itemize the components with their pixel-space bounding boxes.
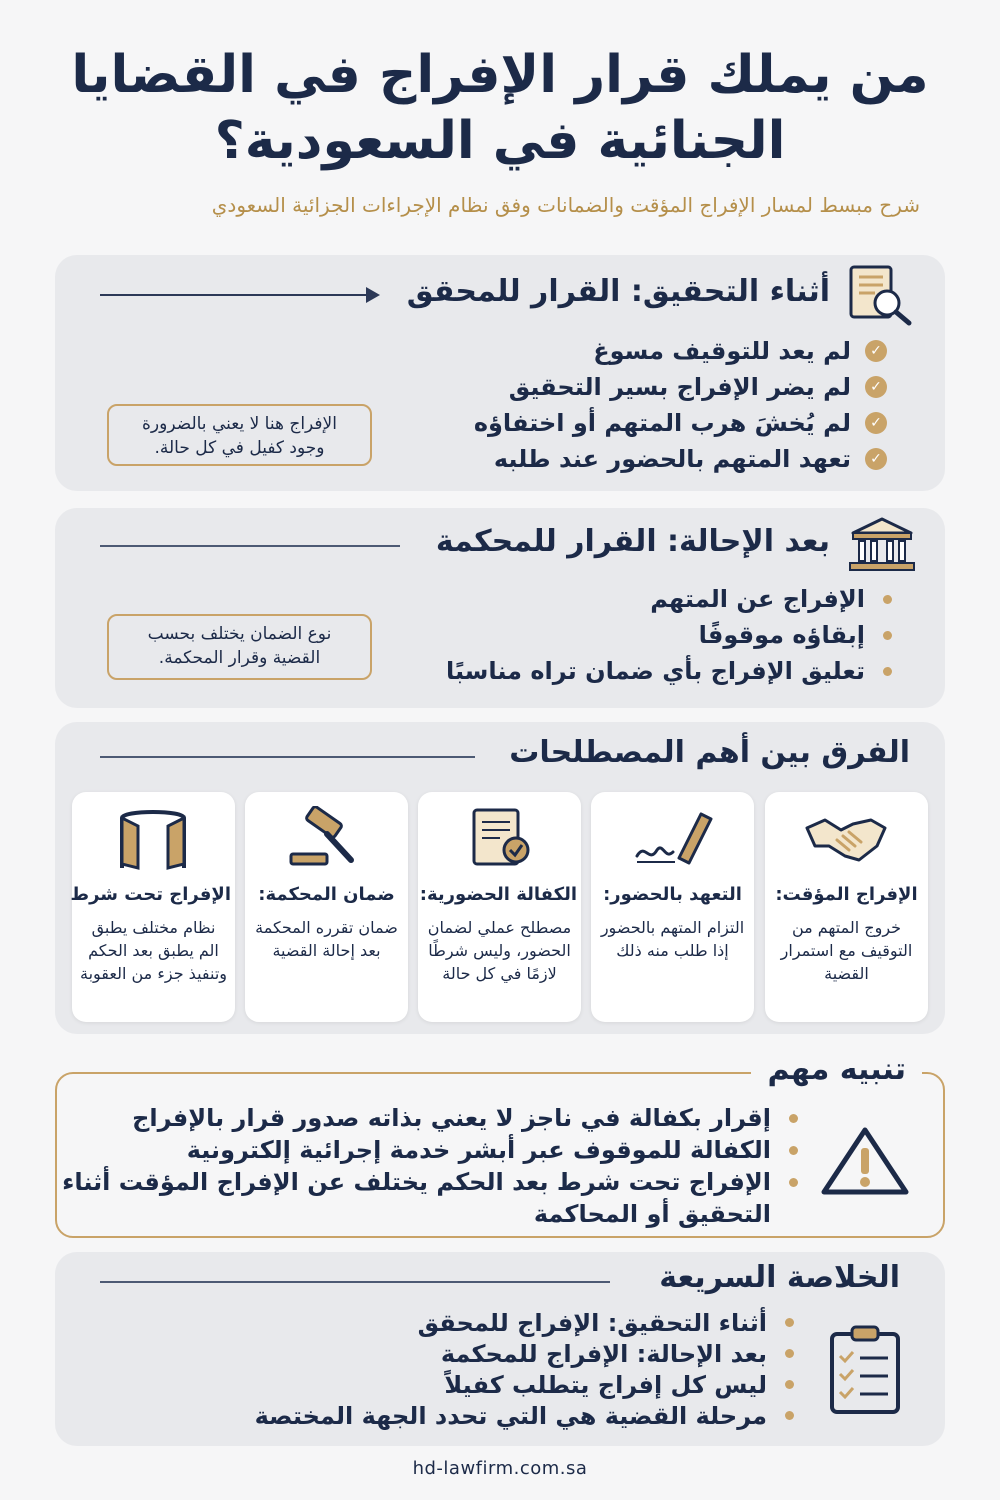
bullet-dot (883, 667, 892, 676)
investigation-note: الإفراج هنا لا يعني بالضرورة وجود كفيل في كل حالة. (107, 404, 372, 466)
divider-line (100, 1281, 610, 1283)
list-item-continuation: التحقيق أو المحاكمة (533, 1200, 771, 1228)
title-line-1: من يملك قرار الإفراج في القضايا (71, 45, 929, 105)
term-card-attendance-pledge: التعهد بالحضور: التزام المتهم بالحضور إذا طلب منه ذلك (591, 792, 754, 1022)
check-icon: ✓ (865, 376, 887, 398)
bullet-dot (789, 1146, 798, 1155)
list-item: الإفراج عن المتهم (446, 581, 892, 617)
signature-pen-icon (627, 806, 717, 870)
check-icon: ✓ (865, 448, 887, 470)
document-magnifier-icon (845, 263, 917, 327)
list-item: إقرار بكفالة في ناجز لا يعني بذاته صدور قرار بالإفراج (62, 1102, 798, 1134)
referral-title: بعد الإحالة: القرار للمحكمة (435, 524, 830, 559)
list-item: الإفراج تحت شرط بعد الحكم يختلف عن الإفراج المؤقت أثناء (62, 1166, 798, 1198)
summary-list (255, 1307, 794, 1431)
referral-note: نوع الضمان يختلف بحسب القضية وقرار المحكمة. (107, 614, 372, 680)
bullet-dot (883, 631, 892, 640)
bullet-dot (785, 1349, 794, 1358)
gavel-icon (281, 806, 371, 870)
term-card-attendance-bail: الكفالة الحضورية: مصطلح عملي لضمان الحضور، وليس شرطًا لازمًا في كل حالة (418, 792, 581, 1022)
courthouse-icon (847, 515, 917, 573)
check-icon: ✓ (865, 412, 887, 434)
warning-triangle-icon (820, 1126, 910, 1196)
bullet-dot (785, 1380, 794, 1389)
investigation-list (474, 333, 887, 477)
alert-list (62, 1102, 798, 1230)
term-card-temporary-release: الإفراج المؤقت: خروج المتهم من التوقيف مع استمرار القضية (765, 792, 928, 1022)
bullet-dot (789, 1178, 798, 1187)
footer-website[interactable]: hd-lawfirm.com.sa (412, 1458, 588, 1479)
summary-title: الخلاصة السريعة (659, 1260, 900, 1295)
open-gate-icon (108, 806, 198, 870)
terms-title: الفرق بين أهم المصطلحات (509, 735, 910, 770)
title-line-2: الجنائية في السعودية؟ (214, 111, 786, 171)
list-item: ✓ تعهد المتهم بالحضور عند طلبه (474, 441, 887, 477)
list-item: إبقاؤه موقوفًا (446, 617, 892, 653)
bullet-dot (883, 595, 892, 604)
divider-line (100, 756, 475, 758)
page-subtitle: شرح مبسط لمسار الإفراج المؤقت والضمانات وفق نظام الإجراءات الجزائية السعودي (211, 193, 920, 217)
bullet-dot (789, 1114, 798, 1123)
certificate-document-icon (454, 806, 544, 870)
list-item: ليس كل إفراج يتطلب كفيلاً (255, 1369, 794, 1400)
referral-list (446, 581, 892, 689)
list-item: ✓ لم يُخشَ هرب المتهم أو اختفاؤه (474, 405, 887, 441)
list-item: ✓ لم يعد للتوقيف مسوغ (474, 333, 887, 369)
section-arrow-line (100, 294, 368, 296)
list-item: بعد الإحالة: الإفراج للمحكمة (255, 1338, 794, 1369)
bullet-dot (785, 1318, 794, 1327)
bullet-dot (785, 1411, 794, 1420)
list-item: أثناء التحقيق: الإفراج للمحقق (255, 1307, 794, 1338)
list-item: الكفالة للموقوف عبر أبشر خدمة إجرائية إلكترونية (62, 1134, 798, 1166)
arrow-right-icon (366, 287, 380, 303)
handshake-icon (801, 806, 891, 870)
list-item: ✓ لم يضر الإفراج بسير التحقيق (474, 369, 887, 405)
term-card-conditional-release: الإفراج تحت شرط نظام مختلف يطبق الم يطبق بعد الحكم وتنفيذ جزء من العقوبة (72, 792, 235, 1022)
divider-line (100, 545, 400, 547)
term-card-court-guarantee: ضمان المحكمة: ضمان تقرره المحكمة بعد إحالة القضية (245, 792, 408, 1022)
clipboard-checklist-icon (826, 1324, 906, 1416)
page-title (40, 42, 960, 174)
list-item: تعليق الإفراج بأي ضمان تراه مناسبًا (446, 653, 892, 689)
investigation-title: أثناء التحقيق: القرار للمحقق (406, 274, 830, 309)
list-item: مرحلة القضية هي التي تحدد الجهة المختصة (255, 1400, 794, 1431)
alert-title: تنبيه مهم (751, 1052, 922, 1087)
check-icon: ✓ (865, 340, 887, 362)
